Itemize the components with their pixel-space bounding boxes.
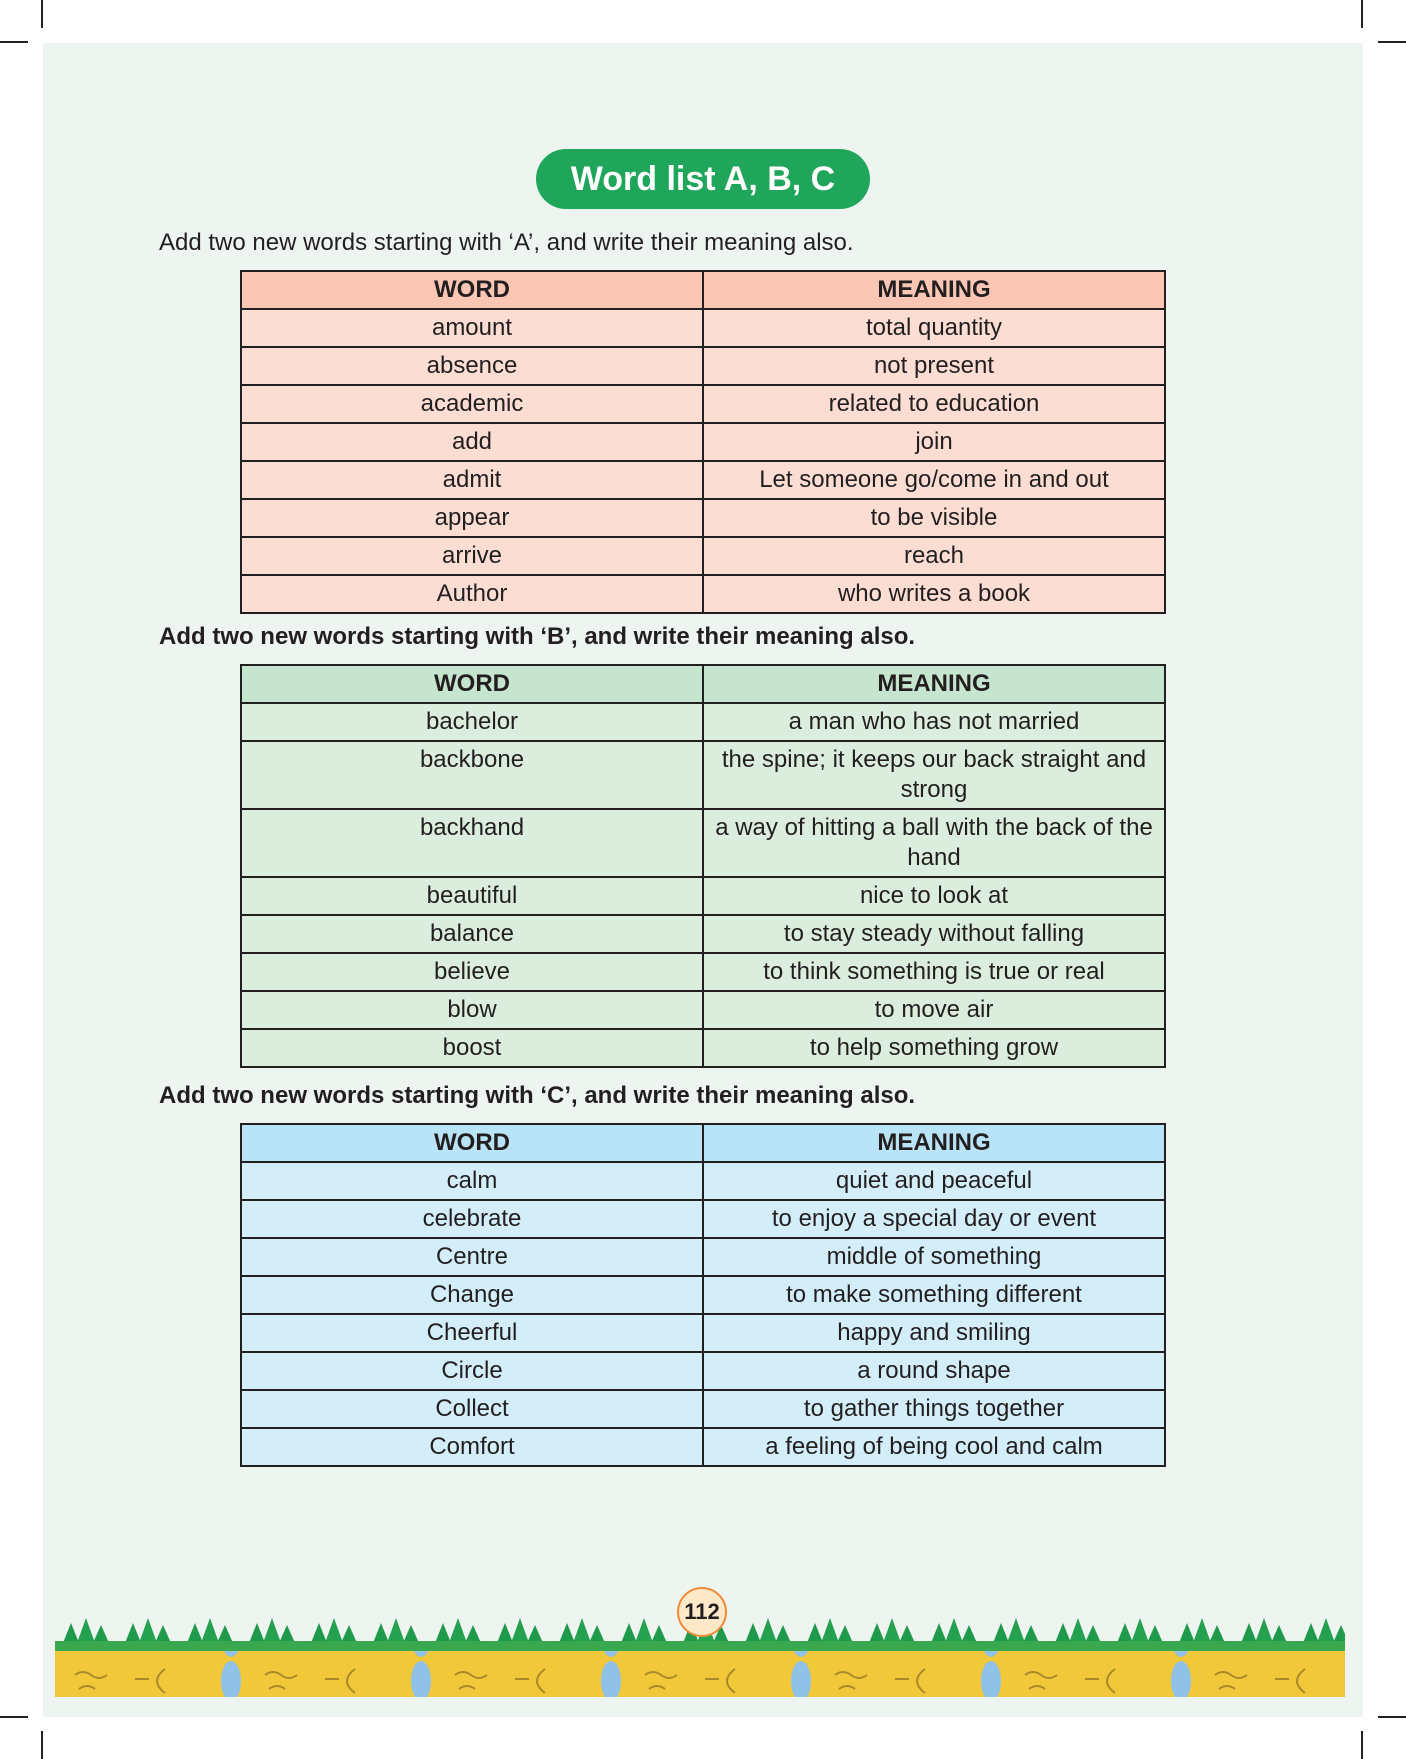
- section-b-prompt: Add two new words starting with ‘B’, and write their meaning also.: [159, 623, 916, 650]
- meaning-cell: who writes a book: [703, 575, 1165, 613]
- table-row: [241, 537, 1165, 575]
- meaning-cell: reach: [703, 537, 1165, 575]
- column-header-meaning: MEANING: [703, 665, 1165, 703]
- table-row: [241, 309, 1165, 347]
- page-title: Word list A, B, C: [536, 149, 870, 209]
- crop-mark: [0, 1716, 28, 1718]
- table-row: [241, 1162, 1165, 1200]
- table-header-row: [241, 271, 1165, 309]
- table-header-row: [241, 665, 1165, 703]
- table-row: [241, 1238, 1165, 1276]
- table-row: [241, 1200, 1165, 1238]
- table-row: [241, 991, 1165, 1029]
- column-header-word: WORD: [241, 1124, 703, 1162]
- word-cell: balance: [241, 915, 703, 953]
- meaning-cell: total quantity: [703, 309, 1165, 347]
- crop-mark: [1361, 0, 1363, 28]
- table-row: [241, 703, 1165, 741]
- meaning-cell: a way of hitting a ball with the back of the hand: [703, 809, 1165, 877]
- crop-mark: [1361, 1731, 1363, 1759]
- meaning-cell: a feeling of being cool and calm: [703, 1428, 1165, 1466]
- column-header-meaning: MEANING: [703, 271, 1165, 309]
- meaning-cell: to make something different: [703, 1276, 1165, 1314]
- meaning-cell: related to education: [703, 385, 1165, 423]
- meaning-cell: to move air: [703, 991, 1165, 1029]
- crop-mark: [1378, 41, 1406, 43]
- word-cell: beautiful: [241, 877, 703, 915]
- word-cell: Comfort: [241, 1428, 703, 1466]
- meaning-cell: Let someone go/come in and out: [703, 461, 1165, 499]
- table-row: [241, 347, 1165, 385]
- word-cell: admit: [241, 461, 703, 499]
- crop-mark: [1378, 1716, 1406, 1718]
- word-cell: absence: [241, 347, 703, 385]
- word-cell: Change: [241, 1276, 703, 1314]
- word-cell: celebrate: [241, 1200, 703, 1238]
- meaning-cell: a man who has not married: [703, 703, 1165, 741]
- table-row: [241, 385, 1165, 423]
- table-row: [241, 1352, 1165, 1390]
- meaning-cell: quiet and peaceful: [703, 1162, 1165, 1200]
- column-header-word: WORD: [241, 271, 703, 309]
- meaning-cell: nice to look at: [703, 877, 1165, 915]
- word-cell: amount: [241, 309, 703, 347]
- table-row: [241, 1428, 1165, 1466]
- table-row: [241, 877, 1165, 915]
- word-table-a: [240, 270, 1166, 614]
- meaning-cell: not present: [703, 347, 1165, 385]
- meaning-cell: to stay steady without falling: [703, 915, 1165, 953]
- word-cell: Cheerful: [241, 1314, 703, 1352]
- word-cell: academic: [241, 385, 703, 423]
- word-cell: Circle: [241, 1352, 703, 1390]
- word-cell: appear: [241, 499, 703, 537]
- meaning-cell: a round shape: [703, 1352, 1165, 1390]
- word-table-b: [240, 664, 1166, 1068]
- meaning-cell: to think something is true or real: [703, 953, 1165, 991]
- table-row: [241, 741, 1165, 809]
- word-cell: add: [241, 423, 703, 461]
- section-a-prompt: Add two new words starting with ‘A’, and write their meaning also.: [159, 229, 854, 256]
- word-cell: bachelor: [241, 703, 703, 741]
- word-cell: backhand: [241, 809, 703, 877]
- meaning-cell: to be visible: [703, 499, 1165, 537]
- crop-mark: [41, 1731, 43, 1759]
- word-cell: blow: [241, 991, 703, 1029]
- column-header-word: WORD: [241, 665, 703, 703]
- page-number: 112: [677, 1587, 727, 1637]
- meaning-cell: the spine; it keeps our back straight and strong: [703, 741, 1165, 809]
- table-row: [241, 461, 1165, 499]
- word-cell: Centre: [241, 1238, 703, 1276]
- meaning-cell: to enjoy a special day or event: [703, 1200, 1165, 1238]
- table-row: [241, 1314, 1165, 1352]
- table-row: [241, 809, 1165, 877]
- meaning-cell: join: [703, 423, 1165, 461]
- word-cell: boost: [241, 1029, 703, 1067]
- table-row: [241, 1029, 1165, 1067]
- section-c-prompt: Add two new words starting with ‘C’, and write their meaning also.: [159, 1082, 916, 1109]
- column-header-meaning: MEANING: [703, 1124, 1165, 1162]
- table-row: [241, 575, 1165, 613]
- table-row: [241, 1276, 1165, 1314]
- word-cell: calm: [241, 1162, 703, 1200]
- crop-mark: [0, 41, 28, 43]
- table-row: [241, 423, 1165, 461]
- meaning-cell: happy and smiling: [703, 1314, 1165, 1352]
- table-row: [241, 1390, 1165, 1428]
- meaning-cell: to gather things together: [703, 1390, 1165, 1428]
- word-cell: Collect: [241, 1390, 703, 1428]
- word-cell: believe: [241, 953, 703, 991]
- table-row: [241, 915, 1165, 953]
- table-row: [241, 499, 1165, 537]
- word-cell: arrive: [241, 537, 703, 575]
- table-row: [241, 953, 1165, 991]
- word-cell: Author: [241, 575, 703, 613]
- meaning-cell: to help something grow: [703, 1029, 1165, 1067]
- table-header-row: [241, 1124, 1165, 1162]
- crop-mark: [41, 0, 43, 28]
- word-cell: backbone: [241, 741, 703, 809]
- meaning-cell: middle of something: [703, 1238, 1165, 1276]
- word-table-c: [240, 1123, 1166, 1467]
